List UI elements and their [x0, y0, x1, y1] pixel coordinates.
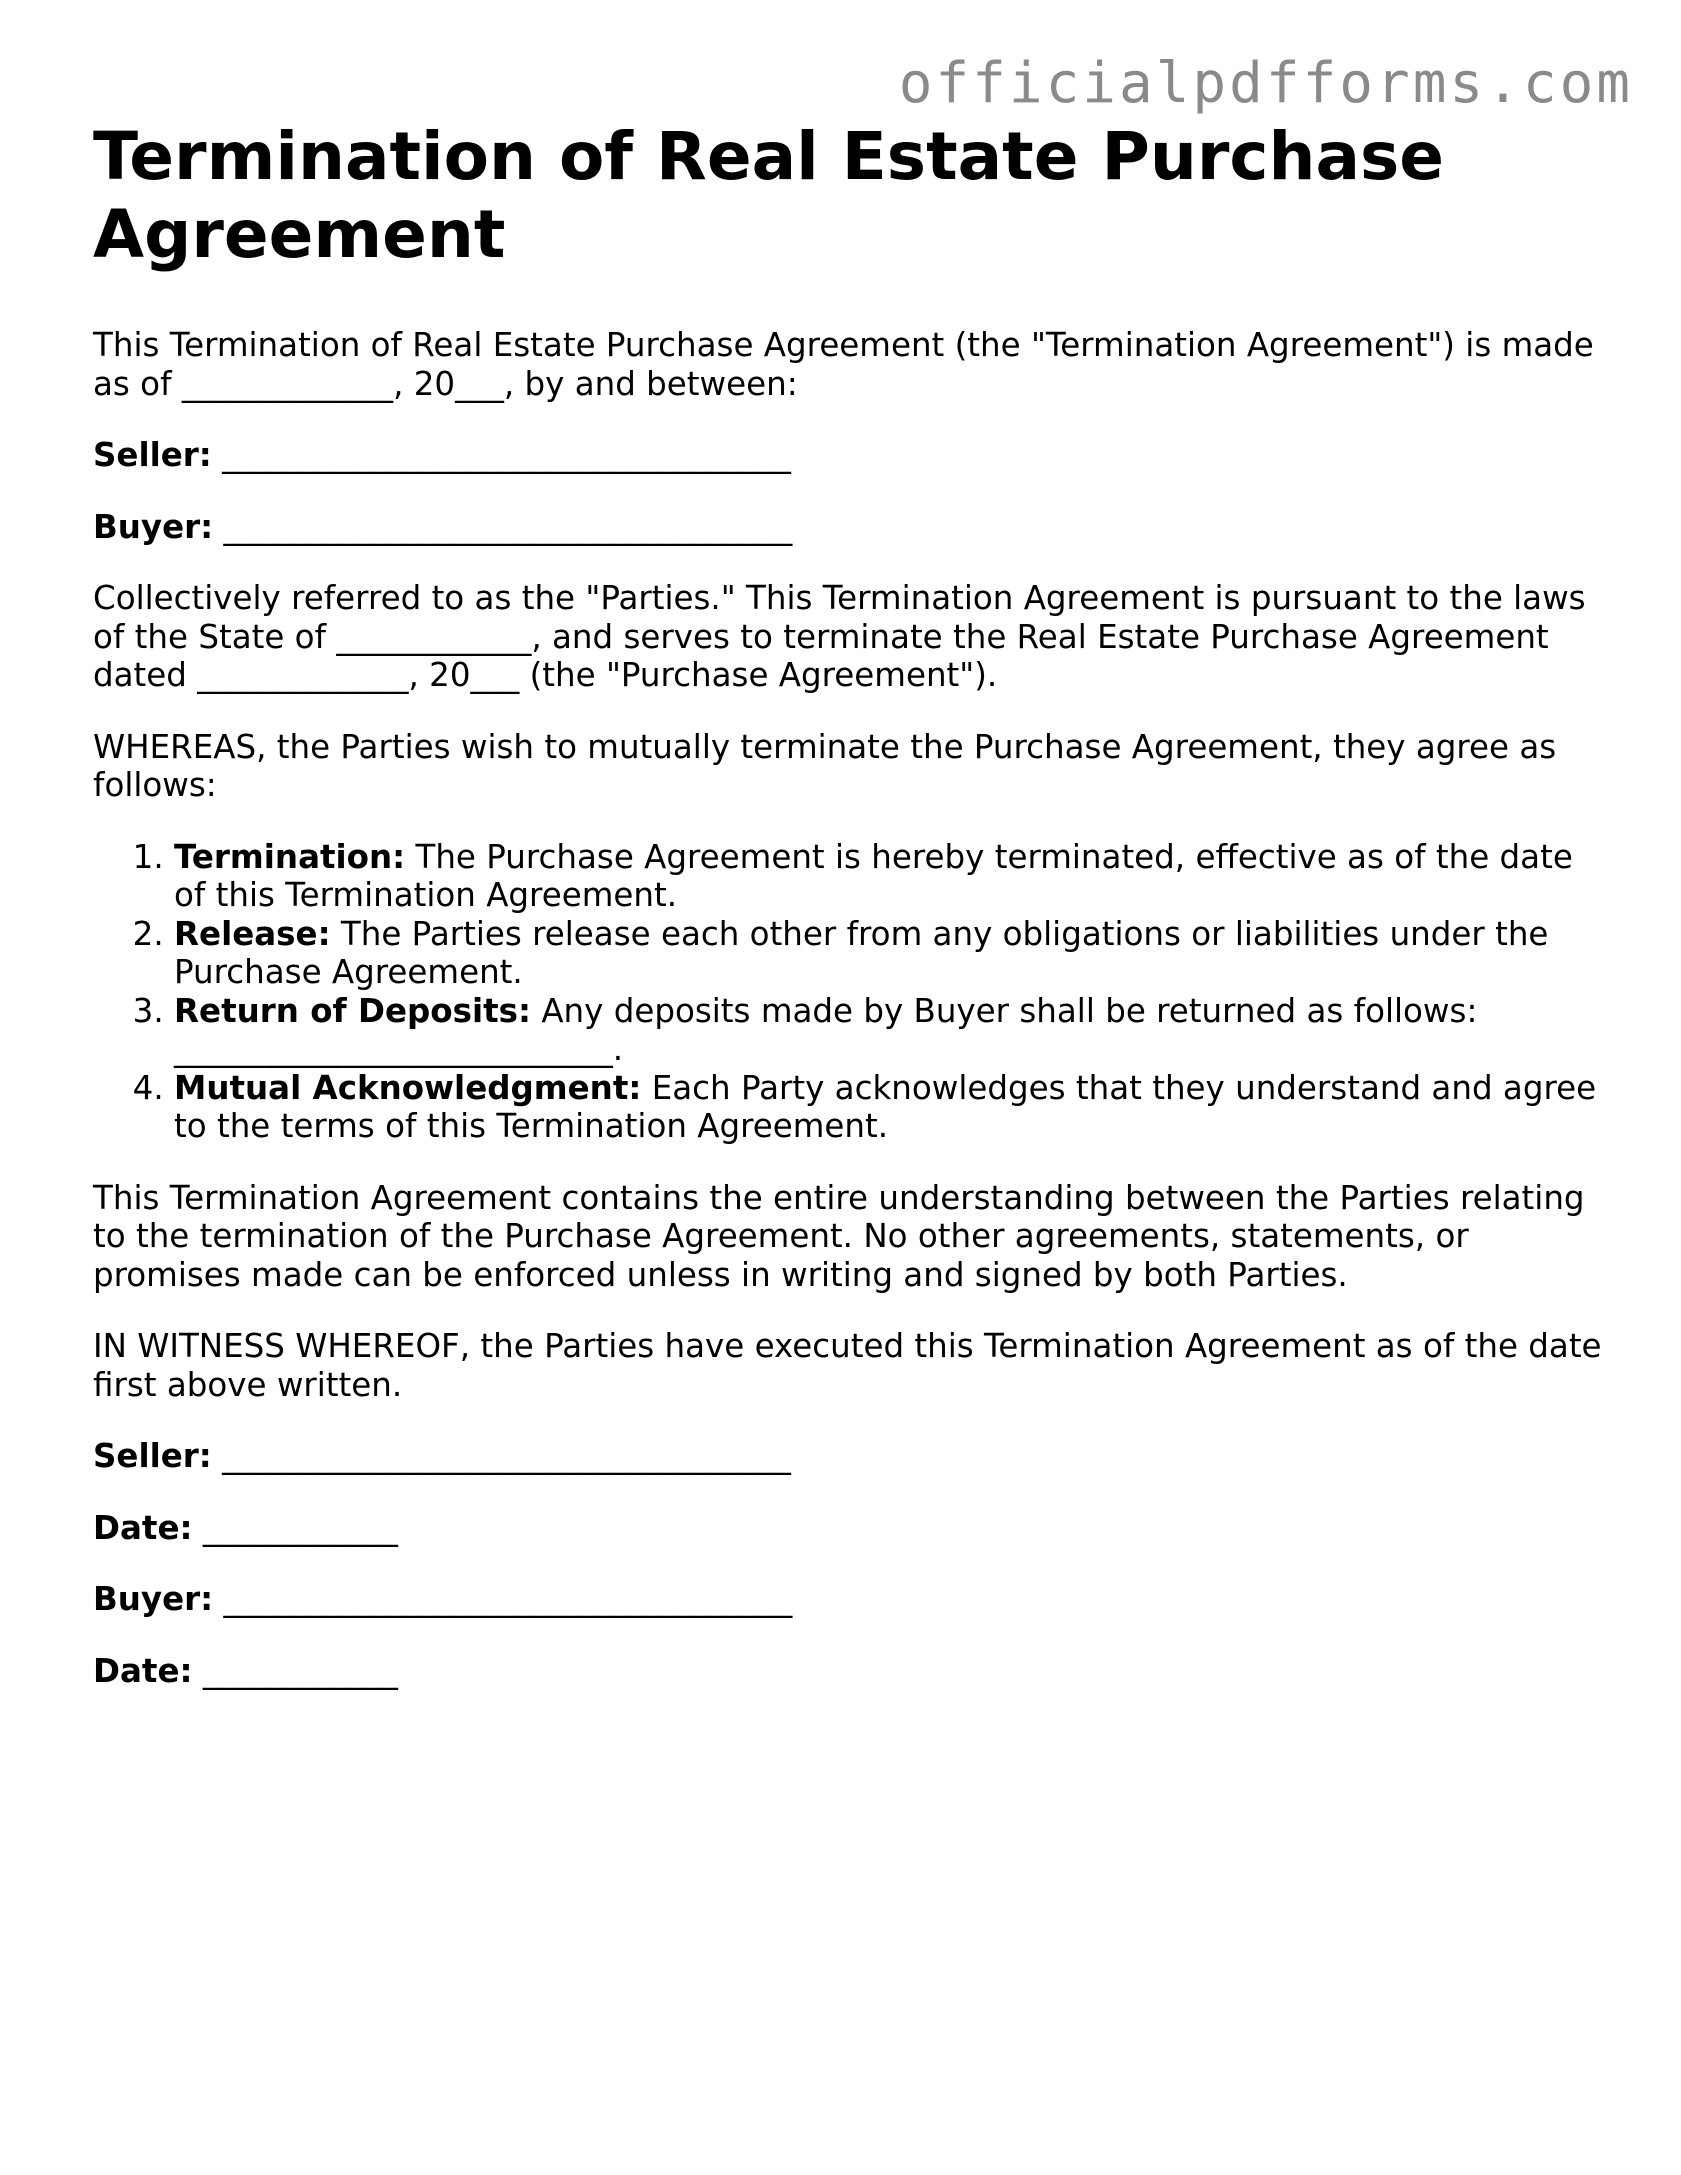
- term-item-mutual-acknowledgment: [174, 1069, 1603, 1146]
- buyer-signature-label: Buyer:: [93, 1580, 214, 1618]
- document-title: Termination of Real Estate Purchase Agreement: [93, 118, 1445, 273]
- seller-signature-blank[interactable]: ___________________________________: [222, 1437, 791, 1475]
- term-heading: Mutual Acknowledgment:: [174, 1068, 642, 1107]
- term-heading: Termination:: [174, 837, 406, 876]
- seller-signature-label: Seller:: [93, 1437, 212, 1475]
- buyer-party-blank[interactable]: ___________________________________: [223, 507, 793, 546]
- buyer-date-field: [93, 1652, 1603, 1691]
- seller-party-blank[interactable]: ___________________________________: [222, 436, 791, 474]
- term-heading: Return of Deposits:: [174, 991, 531, 1030]
- seller-date-label: Date:: [93, 1508, 193, 1547]
- collective-paragraph: Collectively referred to as the "Parties." This Termination Agreement is pursuant to the laws of the State of ____________, and serves to terminate the Real Estate Purchase Agreement dated _____________, 20___ (the "Purchase Agreement").: [93, 579, 1586, 694]
- seller-date-field: [93, 1509, 1603, 1548]
- document-body: [93, 118, 1603, 1723]
- term-heading: Release:: [174, 914, 331, 953]
- buyer-date-label: Date:: [93, 1651, 193, 1690]
- buyer-signature-blank[interactable]: ___________________________________: [223, 1580, 793, 1618]
- seller-signature-field: [93, 1437, 1603, 1476]
- term-text: The Parties release each other from any obligations or liabilities under the Purchase Agreement.: [174, 914, 1549, 991]
- term-item-termination: [174, 838, 1603, 915]
- buyer-party-label: Buyer:: [93, 507, 214, 546]
- witness-paragraph: IN WITNESS WHEREOF, the Parties have executed this Termination Agreement as of the date first above written.: [93, 1327, 1602, 1404]
- term-item-release: [174, 915, 1603, 992]
- seller-party-label: Seller:: [93, 436, 212, 474]
- terms-list: [93, 838, 1603, 1146]
- intro-paragraph: This Termination of Real Estate Purchase Agreement (the "Termination Agreement") is made as of _____________, 20___, by and between:: [93, 326, 1594, 403]
- entire-agreement-paragraph: This Termination Agreement contains the entire understanding between the Parties relating to the termination of the Purchase Agreement. No other agreements, statements, or promises made can be enforced unless in writing and signed by both Parties.: [93, 1178, 1585, 1294]
- seller-date-blank[interactable]: ____________: [202, 1508, 398, 1547]
- buyer-date-blank[interactable]: ____________: [202, 1651, 398, 1690]
- term-text: The Purchase Agreement is hereby terminated, effective as of the date of this Termination Agreement.: [174, 837, 1573, 914]
- whereas-paragraph: WHEREAS, the Parties wish to mutually terminate the Purchase Agreement, they agree as follows:: [93, 727, 1557, 804]
- term-item-return-of-deposits: [174, 992, 1603, 1069]
- watermark-text: officialpdfforms.com: [898, 51, 1633, 116]
- term-text: Any deposits made by Buyer shall be returned as follows: ___________________________.: [174, 991, 1478, 1068]
- term-text: Each Party acknowledges that they understand and agree to the terms of this Termination Agreement.: [174, 1068, 1597, 1145]
- buyer-signature-field: [93, 1580, 1603, 1619]
- buyer-party-field: [93, 508, 1603, 547]
- seller-party-field: [93, 436, 1603, 475]
